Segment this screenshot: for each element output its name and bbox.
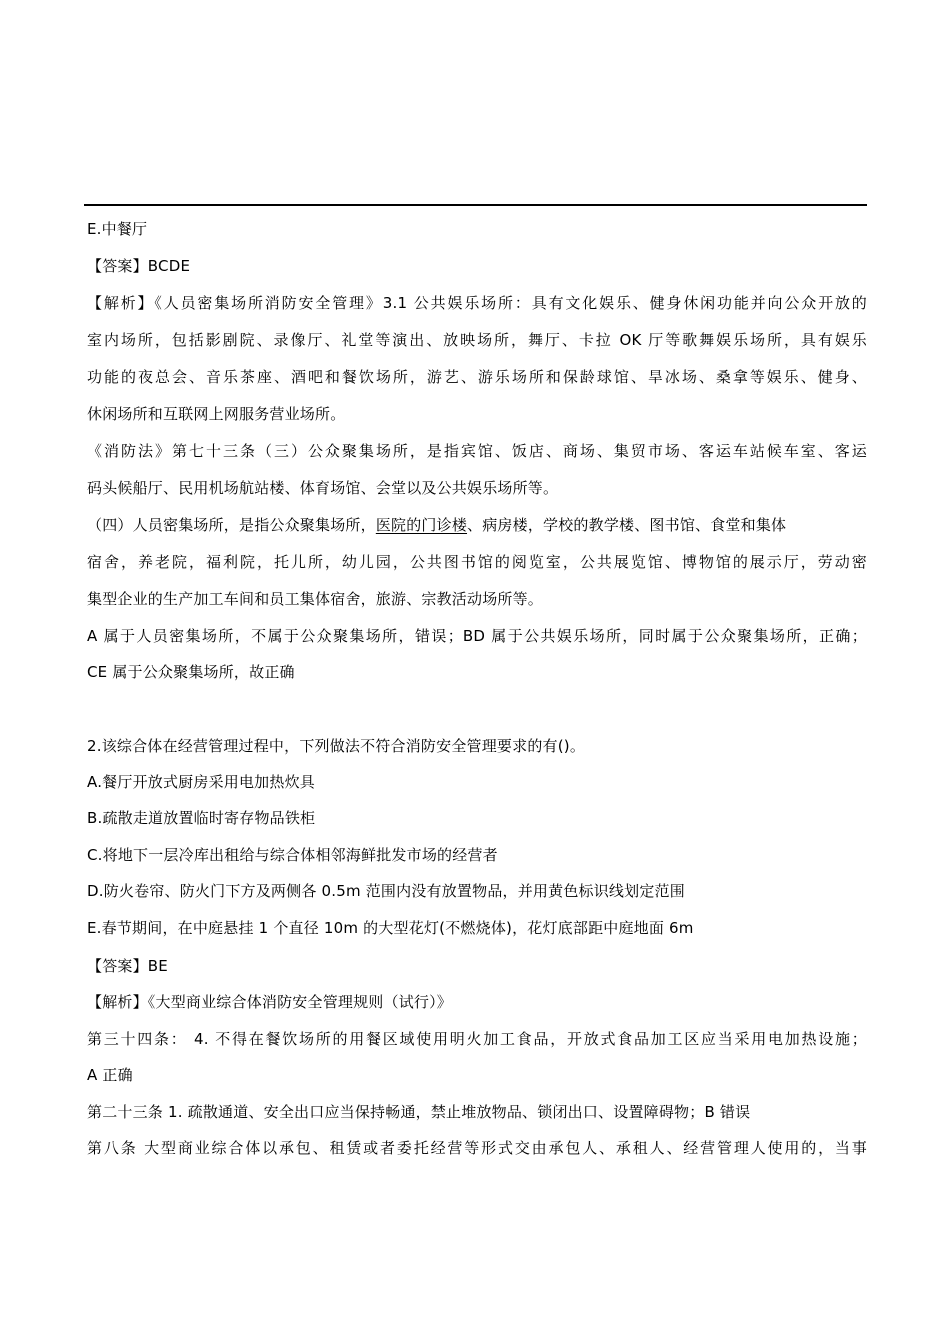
analysis-line: 第八条 大型商业综合体以承包、租赁或者委托经营等形式交由承包人、承租人、经营管理人使用的，当事	[87, 1139, 867, 1157]
header-rule	[84, 204, 867, 206]
analysis-line: 休闲场所和互联网上网服务营业场所。	[87, 405, 346, 423]
analysis-line: 第二十三条 1. 疏散通道、安全出口应当保持畅通，禁止堆放物品、锁闭出口、设置障碍物；B 错误	[87, 1103, 751, 1121]
analysis-text: 、病房楼，学校的教学楼、图书馆、食堂和集体	[467, 516, 787, 534]
analysis-line: A 正确	[87, 1066, 133, 1084]
analysis-line: 集型企业的生产加工车间和员工集体宿舍，旅游、宗教活动场所等。	[87, 590, 544, 608]
option-a-text: A.餐厅开放式厨房采用电加热炊具	[87, 773, 315, 791]
analysis-line: 第三十四条： 4. 不得在餐饮场所的用餐区域使用明火加工食品，开放式食品加工区应当采用电加热设施；	[87, 1030, 867, 1048]
analysis-line: 【解析】《大型商业综合体消防安全管理规则（试行）》	[87, 993, 453, 1011]
question-text: 2.该综合体在经营管理过程中，下列做法不符合消防安全管理要求的有()。	[87, 737, 586, 755]
option-e-text: E.中餐厅	[87, 220, 148, 238]
option-d-text: D.防火卷帘、防火门下方及两侧各 0.5m 范围内没有放置物品，并用黄色标识线划定范围	[87, 882, 685, 900]
answer-line: 【答案】BCDE	[87, 257, 191, 275]
analysis-line: 室内场所，包括影剧院、录像厅、礼堂等演出、放映场所，舞厅、卡拉 OK 厅等歌舞娱乐场所，具有娱乐	[87, 331, 867, 349]
analysis-text: （四）人员密集场所，是指公众聚集场所，	[87, 516, 376, 534]
analysis-line: 码头候船厅、民用机场航站楼、体育场馆、会堂以及公共娱乐场所等。	[87, 479, 559, 497]
analysis-line: 【解析】《人员密集场所消防安全管理》3.1 公共娱乐场所：具有文化娱乐、健身休闲功能并向公众开放的	[87, 294, 867, 312]
option-c-text: C.将地下一层冷库出租给与综合体相邻海鲜批发市场的经营者	[87, 846, 498, 864]
option-b-text: B.疏散走道放置临时寄存物品铁柜	[87, 809, 316, 827]
analysis-line: CE 属于公众聚集场所，故正确	[87, 663, 295, 681]
answer-line: 【答案】BE	[87, 957, 168, 975]
analysis-line: 《消防法》第七十三条（三）公众聚集场所，是指宾馆、饭店、商场、集贸市场、客运车站候车室、客运	[87, 442, 867, 460]
analysis-line: 功能的夜总会、音乐茶座、酒吧和餐饮场所，游艺、游乐场所和保龄球馆、旱冰场、桑拿等娱乐、健身、	[87, 368, 867, 386]
analysis-line: A 属于人员密集场所，不属于公众聚集场所，错误；BD 属于公共娱乐场所，同时属于公众聚集场所，正确；	[87, 627, 867, 645]
analysis-line: 宿舍，养老院，福利院，托儿所，幼儿园，公共图书馆的阅览室，公共展览馆、博物馆的展示厅，劳动密	[87, 553, 867, 571]
underlined-text: 医院的门诊楼	[375, 516, 468, 534]
option-e-text: E.春节期间，在中庭悬挂 1 个直径 10m 的大型花灯(不燃烧体)，花灯底部距中庭地面 6m	[87, 919, 694, 937]
analysis-line	[87, 514, 867, 536]
